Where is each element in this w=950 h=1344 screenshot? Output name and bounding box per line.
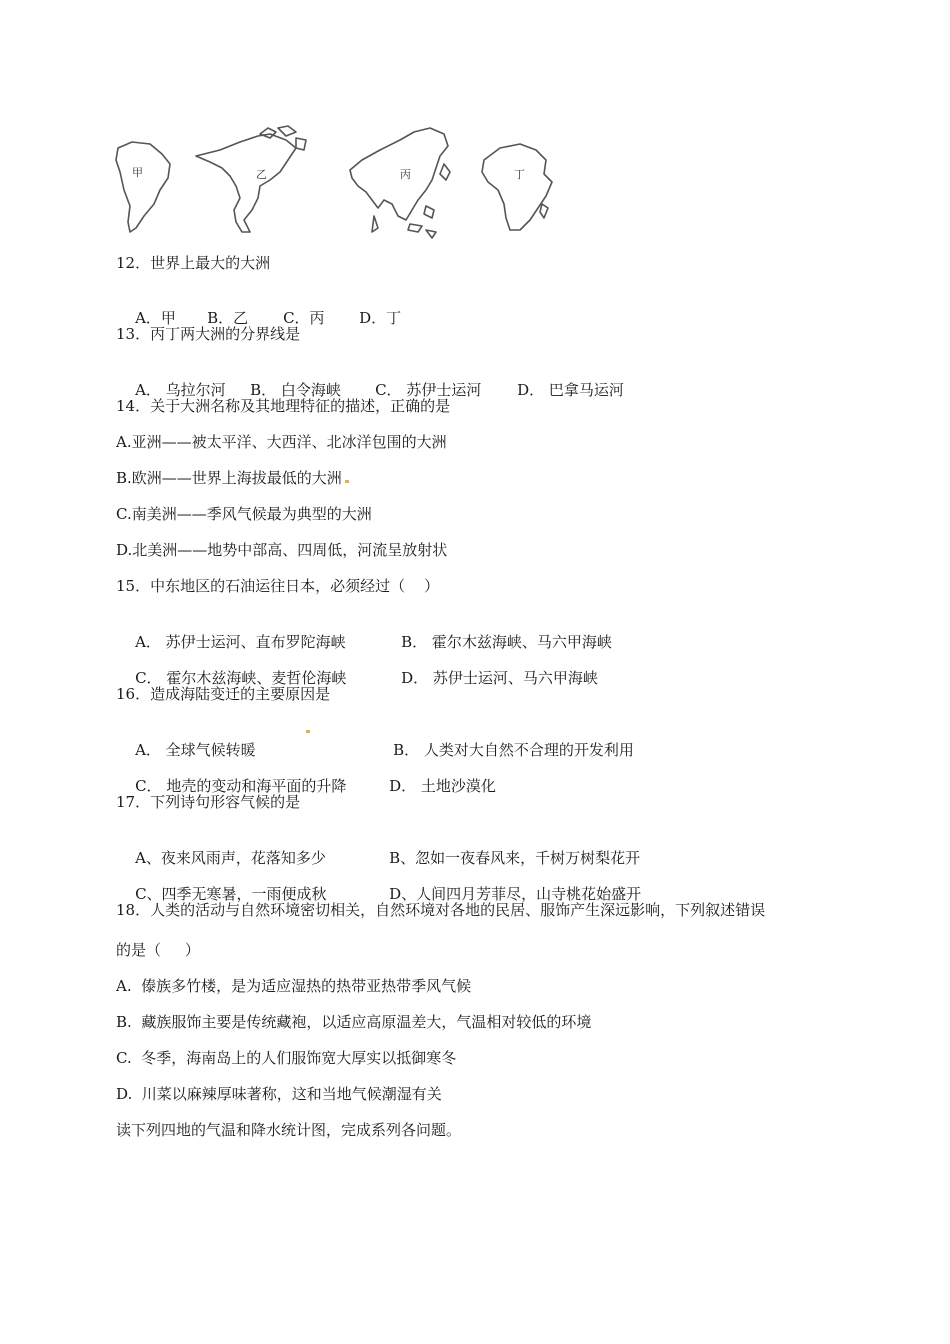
option-c[interactable]: C.南美洲——季风气候最为典型的大洲 [116, 505, 372, 523]
asia-shape [350, 128, 448, 220]
option-c[interactable]: C、四季无寒暑，一雨便成秋 [135, 885, 327, 903]
option-d[interactable]: D． 土地沙漠化 [389, 777, 496, 795]
option-b[interactable]: B． 白令海峡 [250, 381, 341, 399]
option-d[interactable]: D． 巴拿马运河 [517, 381, 624, 399]
option-a[interactable]: A． 乌拉尔河 [135, 381, 226, 399]
map-label-yi: 乙 [256, 168, 267, 181]
question-18-stem-line2: 的是（ ） [116, 941, 200, 959]
question-18-stem-line1: 18．人类的活动与自然环境密切相关，自然环境对各地的民居、服饰产生深远影响，下列叙述错误 [116, 901, 766, 919]
option-d[interactable]: D． 苏伊士运河、马六甲海峡 [401, 669, 598, 687]
option-b[interactable]: B．乙 [207, 309, 249, 327]
north-america-shape [196, 134, 296, 232]
footer-instruction: 读下列四地的气温和降水统计图，完成系列各问题。 [116, 1121, 462, 1139]
map-label-jia: 甲 [132, 166, 143, 179]
africa-shape [482, 144, 552, 230]
option-a[interactable]: A、夜来风雨声，花落知多少 [135, 849, 326, 867]
scan-artifact [306, 730, 310, 733]
continent-maps-figure [110, 120, 560, 250]
option-b[interactable]: B． 霍尔木兹海峡、马六甲海峡 [401, 633, 612, 651]
option-c[interactable]: C. 冬季，海南岛上的人们服饰宽大厚实以抵御寒冬 [116, 1049, 457, 1067]
question-17-stem: 17．下列诗句形容气候的是 [116, 793, 301, 811]
option-c[interactable]: C． 霍尔木兹海峡、麦哲伦海峡 [135, 669, 347, 687]
option-a[interactable]: A.亚洲——被太平洋、大西洋、北冰洋包围的大洲 [116, 433, 447, 451]
option-a[interactable]: A． 苏伊士运河、直布罗陀海峡 [135, 633, 346, 651]
option-d[interactable]: D、人间四月芳菲尽，山寺桃花始盛开 [389, 885, 642, 903]
question-16-stem: 16．造成海陆变迁的主要原因是 [116, 685, 331, 703]
question-13-stem: 13．丙丁两大洲的分界线是 [116, 325, 301, 343]
scan-artifact [345, 480, 349, 483]
option-c[interactable]: C． 苏伊士运河 [375, 381, 482, 399]
option-c[interactable]: C． 地壳的变动和海平面的升降 [135, 777, 347, 795]
continent-maps [110, 120, 560, 250]
option-d[interactable]: D. 川菜以麻辣厚味著称，这和当地气候潮湿有关 [116, 1085, 442, 1103]
option-b[interactable]: B. 藏族服饰主要是传统藏袍，以适应高原温差大，气温相对较低的环境 [116, 1013, 592, 1031]
option-c[interactable]: C．丙 [283, 309, 325, 327]
option-a[interactable]: A. 傣族多竹楼，是为适应湿热的热带亚热带季风气候 [116, 977, 472, 995]
question-14-stem: 14．关于大洲名称及其地理特征的描述，正确的是 [116, 397, 451, 415]
option-d[interactable]: D.北美洲——地势中部高、四周低，河流呈放射状 [116, 541, 448, 559]
option-b[interactable]: B、忽如一夜春风来，千树万树梨花开 [389, 849, 641, 867]
option-a[interactable]: A． 全球气候转暖 [135, 741, 256, 759]
south-america-shape [116, 142, 170, 232]
option-b[interactable]: B． 人类对大自然不合理的开发利用 [393, 741, 634, 759]
map-label-ding: 丁 [514, 168, 525, 181]
map-label-bing: 丙 [400, 168, 411, 181]
option-a[interactable]: A．甲 [135, 309, 176, 327]
question-12-stem: 12．世界上最大的大洲 [116, 254, 271, 272]
option-b[interactable]: B.欧洲——世界上海拔最低的大洲 [116, 469, 342, 487]
question-15-stem: 15．中东地区的石油运往日本，必须经过（ ） [116, 577, 440, 595]
option-d[interactable]: D．丁 [359, 309, 402, 327]
